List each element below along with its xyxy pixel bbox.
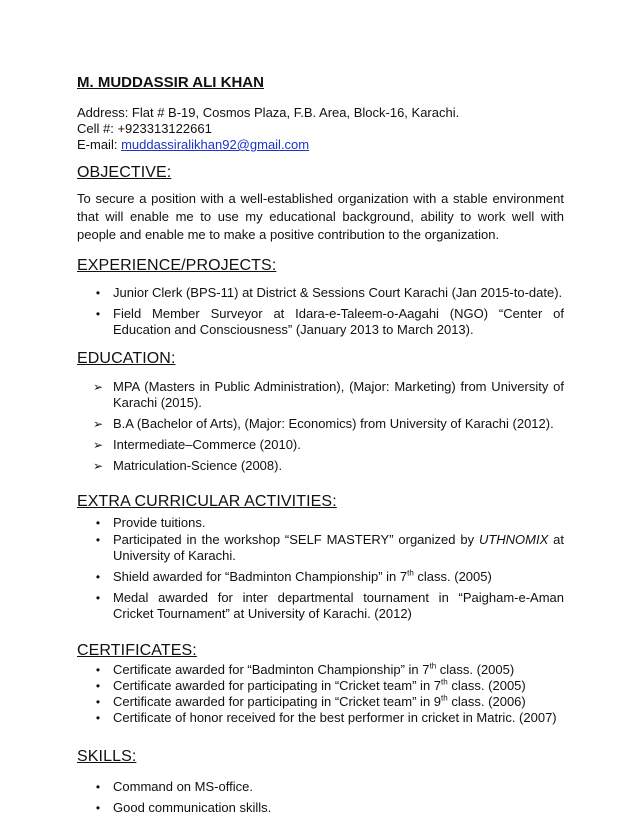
bullet-icon: •	[95, 695, 101, 709]
bullet-icon: •	[95, 663, 101, 677]
experience-heading: EXPERIENCE/PROJECTS:	[77, 257, 277, 274]
arrow-bullet-icon: ➢	[92, 459, 104, 473]
bullet-icon: •	[95, 516, 101, 530]
experience-item-1: Junior Clerk (BPS-11) at District & Sessions Court Karachi (Jan 2015-to-date).	[113, 285, 563, 300]
bullet-icon: •	[95, 533, 101, 547]
extra-curricular-heading: EXTRA CURRICULAR ACTIVITIES:	[77, 493, 337, 510]
extra-item-1: Provide tuitions.	[113, 515, 206, 530]
certificate-4-text: Certificate of honor received for the best performer in cricket in Matric. (2007)	[113, 710, 557, 725]
skill-item-1: Command on MS-office.	[113, 779, 253, 794]
skill-item-2: Good communication skills.	[113, 800, 272, 815]
list-item	[77, 416, 564, 432]
cell-line: Cell #: +923313122661	[77, 121, 212, 136]
bullet-icon: •	[95, 591, 101, 605]
address-line: Address: Flat # B-19, Cosmos Plaza, F.B. Area, Block-16, Karachi.	[77, 105, 460, 120]
skills-heading: SKILLS:	[77, 748, 137, 765]
list-item	[77, 800, 564, 816]
education-item-4: Matriculation-Science (2008).	[113, 458, 283, 473]
certificates-heading: CERTIFICATES:	[77, 642, 197, 659]
ordinal-suffix: th	[441, 677, 448, 687]
extra-item-2-text: Participated in the workshop “SELF MASTERY” organized by	[113, 532, 479, 547]
certificate-3-text: Certificate awarded for participating in “Cricket team” in 9	[113, 694, 442, 709]
bullet-icon: •	[95, 679, 101, 693]
skills-list	[77, 779, 564, 816]
list-item	[77, 694, 564, 710]
list-item	[77, 779, 564, 795]
extra-item-3-suffix: class. (2005)	[413, 569, 492, 584]
list-item	[77, 437, 564, 453]
list-item	[77, 306, 564, 338]
bullet-icon: •	[95, 570, 101, 584]
bullet-icon: •	[95, 801, 101, 815]
list-item	[77, 285, 564, 301]
list-item	[77, 515, 564, 531]
certificates-list	[77, 662, 564, 726]
bullet-icon: •	[95, 286, 101, 300]
list-item	[77, 710, 564, 726]
email-label: E-mail:	[77, 137, 122, 152]
education-item-2: B.A (Bachelor of Arts), (Major: Economics) from University of Karachi (2012).	[113, 416, 554, 431]
email-line	[77, 137, 564, 153]
extra-item-2-organizer: UTHNOMIX	[478, 532, 549, 547]
bullet-icon: •	[95, 307, 101, 321]
objective-text: To secure a position with a well-established organization with a stable environment that will enable me to use my educational background, ability to work well with people and enable me to make a positive contribution to the organization.	[77, 191, 564, 242]
candidate-name: M. MUDDASSIR ALI KHAN	[77, 74, 264, 91]
list-item	[77, 532, 564, 564]
resume-document	[77, 74, 564, 816]
experience-item-2: Field Member Surveyor at Idara-e-Taleem-o-Aagahi (NGO) “Center of Education and Consciousness” (January 2013 to March 2013).	[113, 306, 564, 337]
ordinal-suffix: th	[429, 661, 437, 671]
arrow-bullet-icon: ➢	[92, 417, 104, 431]
bullet-icon: •	[95, 780, 101, 794]
certificate-1-suffix: class. (2005)	[436, 662, 515, 677]
education-heading: EDUCATION:	[77, 350, 176, 367]
arrow-bullet-icon: ➢	[92, 438, 104, 452]
list-item	[77, 590, 564, 622]
education-item-3: Intermediate–Commerce (2010).	[113, 437, 301, 452]
experience-list	[77, 285, 564, 338]
arrow-bullet-icon: ➢	[92, 380, 104, 394]
list-item	[77, 678, 564, 694]
ordinal-suffix: th	[407, 568, 414, 578]
bullet-icon: •	[95, 711, 101, 725]
certificate-3-suffix: class. (2006)	[447, 694, 526, 709]
certificate-1-text: Certificate awarded for “Badminton Championship” in 7	[113, 662, 430, 677]
extra-item-2-suffix: at University of Karachi.	[113, 532, 564, 563]
extra-item-4: Medal awarded for inter departmental tournament in “Paigham-e-Aman Cricket Tournament” at University of Karachi. (2012)	[113, 590, 564, 621]
education-list	[77, 379, 564, 474]
certificate-2-suffix: class. (2005)	[447, 678, 526, 693]
extra-item-3-text: Shield awarded for “Badminton Championship” in 7	[113, 569, 408, 584]
objective-heading: OBJECTIVE:	[77, 164, 172, 181]
list-item	[77, 662, 564, 678]
extra-curricular-list	[77, 515, 564, 622]
list-item	[77, 569, 564, 585]
ordinal-suffix: th	[441, 693, 448, 703]
email-link[interactable]: muddassiralikhan92@gmail.com	[121, 137, 310, 152]
certificate-2-text: Certificate awarded for participating in “Cricket team” in 7	[113, 678, 442, 693]
list-item	[77, 379, 564, 411]
education-item-1: MPA (Masters in Public Administration), (Major: Marketing) from University of Karachi (2015).	[113, 379, 564, 410]
list-item	[77, 458, 564, 474]
